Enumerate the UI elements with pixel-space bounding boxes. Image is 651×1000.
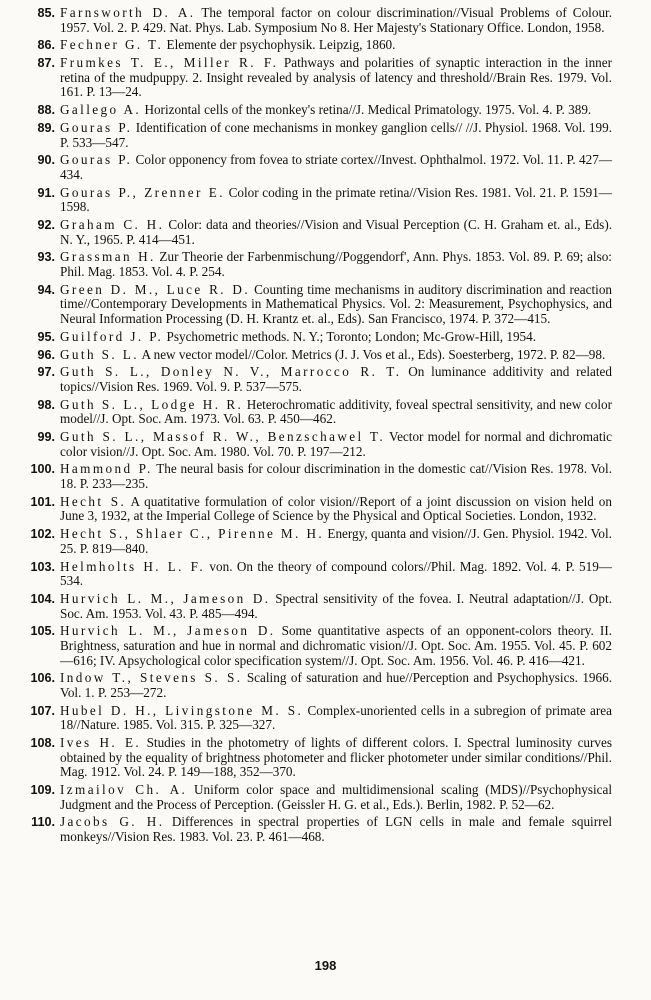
reference-text bbox=[60, 330, 612, 345]
reference-body: Color: data and theories//Vision and Visual Perception (C. H. Graham et. al., Eds). N. Y., 1965. P. 414—451. bbox=[60, 217, 613, 247]
reference-authors: Fechner G. T. bbox=[60, 37, 164, 53]
reference-text bbox=[60, 153, 612, 182]
reference-number: 98. bbox=[37, 397, 55, 412]
reference-authors: Guth S. L., Donley N. V., Marrocco R. T. bbox=[60, 364, 402, 380]
reference-item bbox=[22, 186, 612, 215]
reference-body: Identification of cone mechanisms in monkey ganglion cells// //J. Physiol. 1968. Vol. 199. P. 533—547. bbox=[60, 119, 612, 150]
reference-number: 93. bbox=[37, 250, 55, 265]
reference-number: 107. bbox=[30, 703, 55, 718]
reference-item bbox=[22, 560, 612, 589]
reference-authors: Hammond P. bbox=[60, 461, 153, 477]
reference-body: von. On the theory of compound colors//Phil. Mag. 1892. Vol. 4. P. 519—534. bbox=[60, 558, 612, 589]
page-number: 198 bbox=[314, 958, 337, 973]
reference-number: 108. bbox=[30, 736, 55, 751]
reference-text bbox=[60, 736, 612, 780]
reference-body: Pathways and polarities of synaptic interaction in the inner retina of the mudpuppy. 2. Insight revealed by analysis of latency and threshold//Brain Res. 1979. Vol. 161. P. 13—24. bbox=[60, 55, 612, 100]
reference-number: 110. bbox=[31, 815, 55, 830]
reference-body: A new vector model//Color. Metrics (J. J. Vos et al., Eds). Soesterberg, 1972. P. 82—98. bbox=[138, 346, 606, 362]
reference-authors: Guilford J. P. bbox=[60, 328, 164, 344]
reference-item bbox=[22, 736, 612, 780]
reference-item bbox=[22, 624, 612, 668]
reference-number: 109. bbox=[30, 783, 55, 797]
reference-text bbox=[60, 6, 612, 35]
reference-text bbox=[60, 527, 612, 556]
reference-item bbox=[22, 348, 612, 363]
reference-authors: Grassman H. bbox=[60, 249, 156, 265]
reference-authors: Jacobs G. H. bbox=[60, 814, 165, 830]
reference-body: The temporal factor on colour discrimination//Visual Problems of Colour. 1957. Vol. 2. P. 429. Nat. Phys. Lab. Symposium No 8. Her Majesty's Stationary Office. London, 1958. bbox=[60, 5, 612, 35]
reference-text bbox=[60, 783, 612, 812]
reference-item bbox=[22, 592, 612, 621]
reference-number: 87. bbox=[37, 56, 55, 71]
reference-text bbox=[60, 186, 612, 215]
reference-text bbox=[60, 671, 612, 700]
reference-number: 88. bbox=[37, 103, 55, 118]
reference-body: On luminance additivity and related topics//Vision Res. 1969. Vol. 9. P. 537—575. bbox=[60, 364, 612, 394]
reference-text bbox=[60, 56, 612, 100]
reference-number: 97. bbox=[37, 365, 55, 380]
reference-authors: Hurvich L. M., Jameson D. bbox=[60, 623, 276, 639]
reference-item bbox=[22, 462, 612, 491]
reference-item bbox=[22, 6, 612, 35]
reference-text bbox=[60, 218, 612, 247]
reference-body: A quatitative formulation of color vision//Report of a joint discussion on vision held on June 3, 1932, at the Imperial College of Science by the Physical and Optical Societies. London, 1932. bbox=[60, 493, 612, 524]
reference-list bbox=[22, 6, 612, 848]
reference-text bbox=[60, 121, 612, 150]
reference-authors: Green D. M., Luce R. D. bbox=[60, 281, 251, 297]
reference-authors: Gouras P. bbox=[60, 152, 133, 168]
reference-item bbox=[22, 153, 612, 182]
reference-item bbox=[22, 495, 612, 524]
reference-body: Color opponency from fovea to striate cortex//Invest. Ophthalmol. 1972. Vol. 11. P. 427—434. bbox=[60, 152, 613, 182]
reference-item bbox=[22, 398, 612, 427]
reference-authors: Hubel D. H., Livingstone M. S. bbox=[60, 702, 304, 718]
reference-item bbox=[22, 250, 612, 279]
reference-authors: Graham C. H. bbox=[60, 217, 165, 233]
reference-body: Uniform color space and multidimensional scaling (MDS)//Psychophysical Judgment and the Process of Perception. (Geissler H. G. et al., Eds.). Berlin, 1982. P. 52—62. bbox=[60, 782, 612, 812]
reference-authors: Indow T., Stevens S. S. bbox=[60, 670, 243, 686]
reference-text bbox=[60, 462, 612, 491]
reference-body: Vector model for normal and dichromatic color vision//J. Opt. Soc. Am. 1980. Vol. 70. P. 197—212. bbox=[60, 429, 612, 459]
reference-body: Scaling of saturation and hue//Perception and Psychophysics. 1966. Vol. 1. P. 253—272. bbox=[60, 670, 612, 700]
reference-text bbox=[60, 430, 612, 459]
reference-text bbox=[60, 495, 612, 524]
reference-text bbox=[60, 283, 612, 327]
reference-body: Zur Theorie der Farbenmischung//Poggendorf', Ann. Phys. 1853. Vol. 89. P. 69; also: Phil. Mag. 1853. Vol. 4. P. 254. bbox=[60, 249, 612, 279]
reference-item bbox=[22, 671, 612, 700]
reference-number: 91. bbox=[37, 185, 55, 200]
reference-text bbox=[60, 815, 612, 844]
reference-item bbox=[22, 815, 612, 844]
reference-number: 89. bbox=[37, 120, 55, 135]
reference-item bbox=[22, 121, 612, 150]
reference-number: 90. bbox=[37, 153, 55, 168]
reference-number: 104. bbox=[30, 591, 55, 606]
reference-number: 101. bbox=[30, 494, 55, 509]
reference-item bbox=[22, 783, 612, 812]
reference-number: 99. bbox=[37, 430, 55, 445]
reference-number: 100. bbox=[30, 462, 55, 477]
reference-item bbox=[22, 365, 612, 394]
reference-item bbox=[22, 56, 612, 100]
reference-number: 85. bbox=[37, 6, 55, 20]
reference-item bbox=[22, 704, 612, 733]
reference-number: 106. bbox=[30, 671, 55, 686]
reference-body: Differences in spectral properties of LGN cells in male and female squirrel monkeys//Vision Res. 1983. Vol. 23. P. 461—468. bbox=[60, 814, 612, 844]
reference-text bbox=[60, 592, 612, 621]
reference-authors: Hecht S. bbox=[60, 493, 127, 509]
reference-authors: Hecht S., Shlaer C., Pirenne M. H. bbox=[60, 526, 325, 542]
reference-authors: Guth S. L., Massof R. W., Benzschawel T. bbox=[60, 429, 386, 445]
reference-authors: Frumkes T. E., Miller R. F. bbox=[60, 55, 279, 71]
reference-authors: Hurvich L. M., Jameson D. bbox=[60, 590, 271, 606]
reference-body: Color coding in the primate retina//Vision Res. 1981. Vol. 21. P. 1591—1598. bbox=[60, 184, 612, 215]
reference-number: 105. bbox=[30, 624, 55, 639]
reference-text bbox=[60, 103, 612, 118]
reference-body: Elemente der psychophysik. Leipzig, 1860. bbox=[163, 37, 396, 53]
reference-text bbox=[60, 365, 612, 394]
reference-text bbox=[60, 398, 612, 427]
reference-text bbox=[60, 38, 612, 53]
reference-item bbox=[22, 330, 612, 345]
reference-item bbox=[22, 283, 612, 327]
reference-body: The neural basis for colour discrimination in the domestic cat//Vision Res. 1978. Vol. 18. P. 233—235. bbox=[60, 461, 612, 492]
reference-body: Psychometric methods. N. Y.; Toronto; London; Mc-Grow-Hill, 1954. bbox=[163, 328, 537, 344]
reference-body: Horizontal cells of the monkey's retina//J. Medical Primatology. 1975. Vol. 4. P. 389. bbox=[141, 102, 592, 118]
reference-authors: Gallego A. bbox=[60, 102, 142, 118]
reference-item bbox=[22, 430, 612, 459]
reference-authors: Izmailov Ch. A. bbox=[60, 782, 188, 797]
reference-text bbox=[60, 250, 612, 279]
reference-item bbox=[22, 527, 612, 556]
reference-body: Complex-unoriented cells in a subregion of primate area 18//Nature. 1985. Vol. 315. P. 325—327. bbox=[60, 702, 612, 733]
reference-body: Energy, quanta and vision//J. Gen. Physiol. 1942. Vol. 25. P. 819—840. bbox=[60, 526, 612, 556]
reference-number: 95. bbox=[37, 329, 55, 344]
reference-item bbox=[22, 103, 612, 118]
reference-item bbox=[22, 38, 612, 53]
reference-text bbox=[60, 624, 612, 668]
reference-body: Heterochromatic additivity, foveal spectral sensitivity, and new color model//J. Opt. Soc. Am. 1973. Vol. 63. P. 450—462. bbox=[60, 396, 613, 427]
reference-number: 92. bbox=[37, 218, 55, 233]
reference-authors: Farnsworth D. A. bbox=[60, 5, 196, 20]
reference-number: 94. bbox=[37, 282, 55, 297]
reference-body: Spectral sensitivity of the fovea. I. Neutral adaptation//J. Opt. Soc. Am. 1953. Vol. 43. P. 485—494. bbox=[60, 590, 612, 621]
reference-authors: Helmholts H. L. F. bbox=[60, 558, 206, 574]
reference-text bbox=[60, 348, 612, 363]
reference-authors: Guth S. L., Lodge H. R. bbox=[60, 396, 244, 412]
reference-body: Some quantitative aspects of an opponent-colors theory. II. Brightness, saturation and hue in normal and dichromatic vision//J. Opt. Soc. Am. 1955. Vol. 45. P. 602—616; IV. Apsychological color specification system//J. Opt. Soc. Am. 1956. Vol. 46. P. 416—421. bbox=[60, 623, 613, 668]
reference-authors: Guth S. L. bbox=[60, 346, 139, 362]
reference-number: 86. bbox=[37, 38, 55, 53]
reference-text bbox=[60, 704, 612, 733]
reference-body: Counting time mechanisms in auditory discrimination and reaction time//Contemporary Developments in Mathematical Physics. Vol. 2: Measurement, Psychophysics, and Neural Information Processing (D. H. Krantz et. al., Eds). San Francisco, 1974. P. 372—415. bbox=[60, 281, 613, 326]
reference-number: 103. bbox=[30, 559, 55, 574]
reference-body: Studies in the photometry of lights of different colors. I. Spectral luminosity curves obtained by the equality of brightness photometer and flicker photometer under similar conditions//Phil. Mag. 1912. Vol. 24. P. 149—188, 352—370. bbox=[60, 735, 612, 780]
reference-authors: Ives H. E. bbox=[60, 735, 142, 751]
reference-number: 102. bbox=[30, 527, 55, 542]
reference-authors: Gouras P., Zrenner E. bbox=[60, 184, 225, 200]
reference-authors: Gouras P. bbox=[60, 119, 133, 135]
reference-item bbox=[22, 218, 612, 247]
reference-number: 96. bbox=[37, 347, 55, 362]
reference-text bbox=[60, 560, 612, 589]
